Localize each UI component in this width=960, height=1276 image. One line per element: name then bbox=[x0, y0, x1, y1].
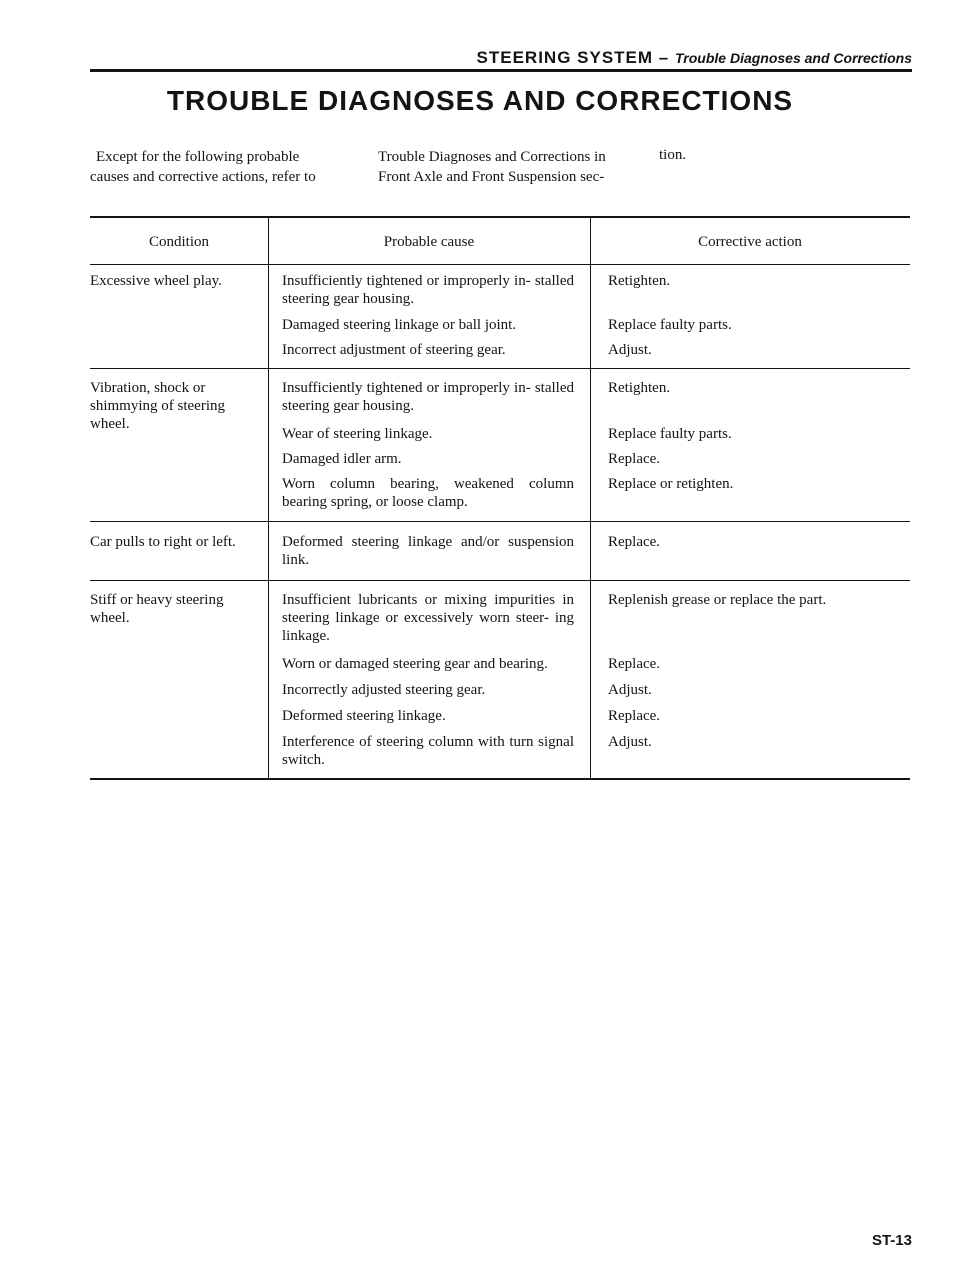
action-cell: Adjust. bbox=[608, 734, 652, 750]
cause-cell: Incorrectly adjusted steering gear. bbox=[282, 682, 486, 698]
intro-text: causes and corrective actions, refer to bbox=[90, 169, 316, 185]
intro-text: Trouble Diagnoses and Corrections in bbox=[378, 149, 606, 165]
cause-cell: Deformed steering linkage and/or suspension link. bbox=[282, 534, 574, 568]
action-cell: Replace faulty parts. bbox=[608, 426, 732, 442]
condition-header: Condition bbox=[148, 234, 209, 250]
cause-cell: Insufficiently tightened or improperly in- stalled steering gear housing. bbox=[282, 380, 574, 414]
action-cell: Replace. bbox=[608, 534, 661, 550]
header-rule bbox=[90, 69, 912, 72]
page-number: ST-13 bbox=[871, 1232, 912, 1249]
action-cell: Retighten. bbox=[608, 380, 671, 396]
cause-cell: Damaged steering linkage or ball joint. bbox=[282, 317, 517, 333]
condition-cell: Excessive wheel play. bbox=[90, 273, 222, 289]
cause-cell: Deformed steering linkage. bbox=[282, 708, 446, 724]
action-header: Corrective action bbox=[698, 234, 802, 250]
action-cell: Replenish grease or replace the part. bbox=[608, 592, 827, 608]
cause-cell: Incorrect adjustment of steering gear. bbox=[282, 342, 506, 358]
table-bottom-rule bbox=[90, 778, 910, 780]
condition-cell: Stiff or heavy steering wheel. bbox=[90, 592, 224, 626]
cause-cell: Worn or damaged steering gear and bearing. bbox=[282, 656, 548, 672]
section-title: STEERING SYSTEM bbox=[476, 48, 654, 67]
action-cell: Replace. bbox=[608, 708, 661, 724]
action-cell: Replace. bbox=[608, 656, 661, 672]
section-subtitle: Trouble Diagnoses and Corrections bbox=[674, 50, 912, 66]
page-title: TROUBLE DIAGNOSES AND CORRECTIONS bbox=[166, 85, 794, 116]
action-cell: Replace. bbox=[608, 451, 661, 467]
running-head bbox=[477, 48, 912, 68]
cause-header: Probable cause bbox=[383, 234, 475, 250]
column-divider bbox=[268, 216, 269, 779]
column-divider bbox=[590, 216, 591, 779]
action-cell: Replace or retighten. bbox=[608, 476, 734, 492]
header-rule bbox=[90, 264, 910, 265]
condition-cell: Vibration, shock or shimmying of steering wheel. bbox=[90, 380, 225, 432]
cause-cell: Insufficiently tightened or improperly in- stalled steering gear housing. bbox=[282, 273, 574, 307]
cause-cell: Interference of steering column with turn signal switch. bbox=[282, 734, 574, 768]
group-rule bbox=[90, 521, 910, 522]
action-cell: Retighten. bbox=[608, 273, 671, 289]
table-top-rule bbox=[90, 216, 910, 218]
cause-cell: Wear of steering linkage. bbox=[282, 426, 433, 442]
action-cell: Adjust. bbox=[608, 342, 652, 358]
cause-cell: Damaged idler arm. bbox=[282, 451, 402, 467]
cause-cell: Worn column bearing, weakened column bearing spring, or loose clamp. bbox=[282, 476, 574, 510]
intro-text: Except for the following probable bbox=[96, 149, 300, 165]
title-separator: – bbox=[658, 48, 670, 67]
group-rule bbox=[90, 580, 910, 581]
intro-text: Front Axle and Front Suspension sec- bbox=[378, 169, 605, 185]
action-cell: Adjust. bbox=[608, 682, 652, 698]
intro-text: tion. bbox=[659, 147, 687, 163]
group-rule bbox=[90, 368, 910, 369]
cause-cell: Insufficient lubricants or mixing impurities in steering linkage or excessively worn steer- ing linkage. bbox=[282, 592, 574, 644]
action-cell: Replace faulty parts. bbox=[608, 317, 732, 333]
condition-cell: Car pulls to right or left. bbox=[90, 534, 236, 550]
